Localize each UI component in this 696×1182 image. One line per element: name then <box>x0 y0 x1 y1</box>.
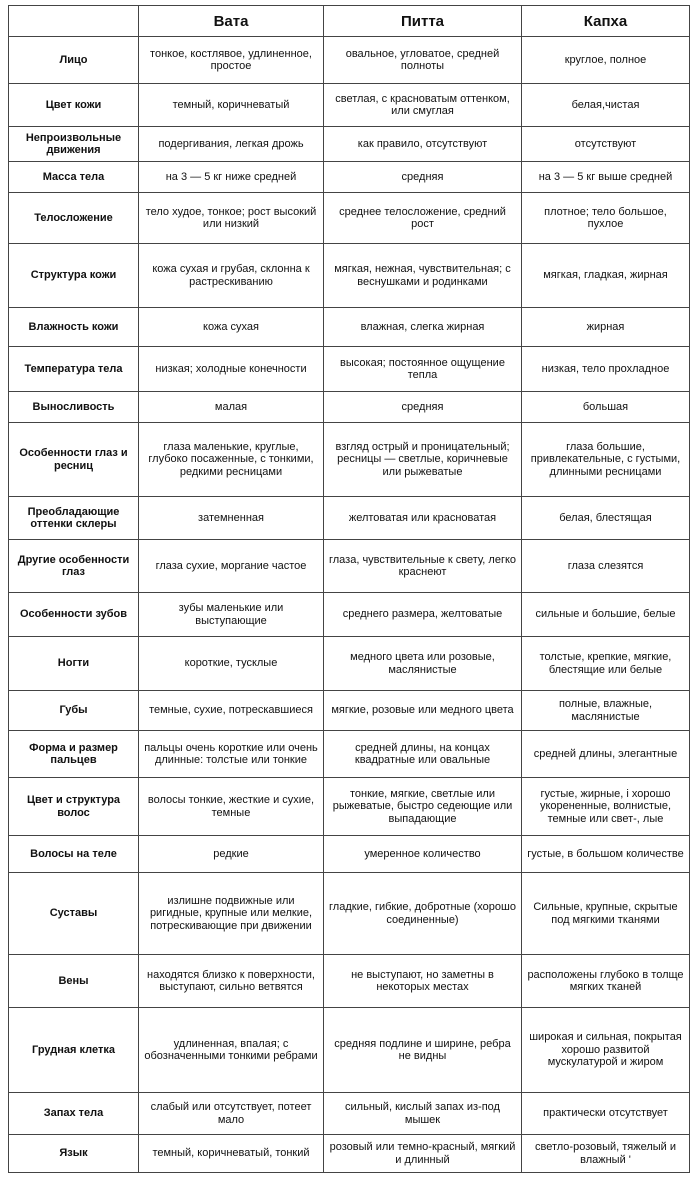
cell-pitta: средняя <box>324 162 522 193</box>
header-row <box>9 6 690 37</box>
cell-kapha: практически отсутствует <box>522 1093 690 1135</box>
cell-pitta: среднее телосложение, средний рост <box>324 193 522 244</box>
header-pitta: Питта <box>324 6 522 37</box>
row-label: Цвет кожи <box>9 84 139 127</box>
cell-kapha: Сильные, крупные, скрытые под мягкими тканями <box>522 873 690 955</box>
cell-pitta: средней длины, на концах квадратные или овальные <box>324 731 522 778</box>
table-row <box>9 873 690 955</box>
row-label: Выносливость <box>9 392 139 423</box>
cell-vata: кожа сухая <box>139 308 324 347</box>
cell-vata: глаза сухие, моргание частое <box>139 540 324 593</box>
header-corner <box>9 6 139 37</box>
table-row <box>9 778 690 836</box>
cell-vata: пальцы очень короткие или очень длинные: толстые или тонкие <box>139 731 324 778</box>
row-label: Ногти <box>9 637 139 691</box>
table-row <box>9 1008 690 1093</box>
row-label: Цвет и структура волос <box>9 778 139 836</box>
table-row <box>9 127 690 162</box>
row-label: Особенности глаз и ресниц <box>9 423 139 497</box>
row-label: Грудная клетка <box>9 1008 139 1093</box>
constitution-table <box>8 5 690 1173</box>
cell-pitta: светлая, с красноватым оттенком, или смуглая <box>324 84 522 127</box>
row-label: Форма и размер пальцев <box>9 731 139 778</box>
row-label: Влажность кожи <box>9 308 139 347</box>
row-label: Другие особенности глаз <box>9 540 139 593</box>
cell-pitta: не выступают, но заметны в некоторых местах <box>324 955 522 1008</box>
cell-vata: удлиненная, впалая; с обозначенными тонкими ребрами <box>139 1008 324 1093</box>
cell-pitta: взгляд острый и проницательный; ресницы — светлые, коричневые или рыжеватые <box>324 423 522 497</box>
row-label: Особенности зубов <box>9 593 139 637</box>
table-row <box>9 731 690 778</box>
table-row <box>9 308 690 347</box>
cell-kapha: густые, в большом количестве <box>522 836 690 873</box>
cell-pitta: как правило, отсутствуют <box>324 127 522 162</box>
cell-kapha: расположены глубоко в толще мягких тканей <box>522 955 690 1008</box>
cell-vata: на 3 — 5 кг ниже средней <box>139 162 324 193</box>
table-row <box>9 84 690 127</box>
cell-vata: темный, коричневатый <box>139 84 324 127</box>
cell-pitta: глаза, чувствительные к свету, легко краснеют <box>324 540 522 593</box>
table-row <box>9 1135 690 1173</box>
cell-vata: слабый или отсутствует, потеет мало <box>139 1093 324 1135</box>
cell-pitta: сильный, кислый запах из-под мышек <box>324 1093 522 1135</box>
cell-kapha: сильные и большие, белые <box>522 593 690 637</box>
table-row <box>9 347 690 392</box>
cell-kapha: полные, влажные, маслянистые <box>522 691 690 731</box>
cell-kapha: белая, блестящая <box>522 497 690 540</box>
row-label: Запах тела <box>9 1093 139 1135</box>
cell-vata: волосы тонкие, жесткие и сухие, темные <box>139 778 324 836</box>
table-row <box>9 37 690 84</box>
row-label: Непроизвольные движения <box>9 127 139 162</box>
cell-kapha: плотное; тело большое, пухлое <box>522 193 690 244</box>
cell-vata: кожа сухая и грубая, склонна к растрескиванию <box>139 244 324 308</box>
cell-kapha: широкая и сильная, покрытая хорошо развитой мускулатурой и жиром <box>522 1008 690 1093</box>
cell-vata: низкая; холодные конечности <box>139 347 324 392</box>
cell-kapha: на 3 — 5 кг выше средней <box>522 162 690 193</box>
table-row <box>9 1093 690 1135</box>
row-label: Телосложение <box>9 193 139 244</box>
cell-kapha: средней длины, элегантные <box>522 731 690 778</box>
row-label: Температура тела <box>9 347 139 392</box>
table-row <box>9 423 690 497</box>
cell-kapha: белая,чистая <box>522 84 690 127</box>
cell-kapha: мягкая, гладкая, жирная <box>522 244 690 308</box>
table-row <box>9 193 690 244</box>
table-row <box>9 637 690 691</box>
table-row <box>9 497 690 540</box>
table-row <box>9 540 690 593</box>
header-kapha: Капха <box>522 6 690 37</box>
row-label: Вены <box>9 955 139 1008</box>
cell-vata: глаза маленькие, круглые, глубоко посаженные, с тонкими, редкими ресницами <box>139 423 324 497</box>
cell-pitta: средняя <box>324 392 522 423</box>
cell-vata: тело худое, тонкое; рост высокий или низкий <box>139 193 324 244</box>
row-label: Структура кожи <box>9 244 139 308</box>
cell-kapha: светло-розовый, тяжелый и влажный ' <box>522 1135 690 1173</box>
cell-pitta: желтоватая или красноватая <box>324 497 522 540</box>
cell-kapha: круглое, полное <box>522 37 690 84</box>
cell-pitta: мягкая, нежная, чувствительная; с веснушками и родинками <box>324 244 522 308</box>
table-row <box>9 392 690 423</box>
cell-kapha: толстые, крепкие, мягкие, блестящие или белые <box>522 637 690 691</box>
cell-pitta: тонкие, мягкие, светлые или рыжеватые, быстро седеющие или выпадающие <box>324 778 522 836</box>
row-label: Масса тела <box>9 162 139 193</box>
cell-kapha: большая <box>522 392 690 423</box>
cell-pitta: среднего размера, желтоватые <box>324 593 522 637</box>
cell-kapha: густые, жирные, i хорошо укорененные, волнистые, темные или свет-, лые <box>522 778 690 836</box>
table-row <box>9 955 690 1008</box>
cell-vata: темные, сухие, потрескавшиеся <box>139 691 324 731</box>
cell-vata: малая <box>139 392 324 423</box>
cell-pitta: высокая; постоянное ощущение тепла <box>324 347 522 392</box>
cell-vata: темный, коричневатый, тонкий <box>139 1135 324 1173</box>
header-vata: Вата <box>139 6 324 37</box>
cell-pitta: умеренное количество <box>324 836 522 873</box>
cell-kapha: низкая, тело прохладное <box>522 347 690 392</box>
cell-vata: тонкое, костлявое, удлиненное, простое <box>139 37 324 84</box>
cell-kapha: глаза большие, привлекательные, с густыми, длинными ресницами <box>522 423 690 497</box>
table-row <box>9 162 690 193</box>
cell-vata: затемненная <box>139 497 324 540</box>
row-label: Губы <box>9 691 139 731</box>
cell-kapha: жирная <box>522 308 690 347</box>
cell-vata: короткие, тусклые <box>139 637 324 691</box>
row-label: Волосы на теле <box>9 836 139 873</box>
cell-pitta: розовый или темно-красный, мягкий и длинный <box>324 1135 522 1173</box>
table-row <box>9 593 690 637</box>
row-label: Суставы <box>9 873 139 955</box>
cell-pitta: средняя подлине и ширине, ребра не видны <box>324 1008 522 1093</box>
row-label: Преобладающие оттенки склеры <box>9 497 139 540</box>
cell-pitta: влажная, слегка жирная <box>324 308 522 347</box>
cell-vata: излишне подвижные или ригидные, крупные или мелкие, потрескивающие при движении <box>139 873 324 955</box>
cell-kapha: отсутствуют <box>522 127 690 162</box>
cell-vata: редкие <box>139 836 324 873</box>
cell-vata: находятся близко к поверхности, выступают, сильно ветвятся <box>139 955 324 1008</box>
row-label: Лицо <box>9 37 139 84</box>
table-row <box>9 836 690 873</box>
cell-vata: зубы маленькие или выступающие <box>139 593 324 637</box>
cell-kapha: глаза слезятся <box>522 540 690 593</box>
table-row <box>9 244 690 308</box>
cell-pitta: медного цвета или розовые, маслянистые <box>324 637 522 691</box>
table-row <box>9 691 690 731</box>
cell-pitta: мягкие, розовые или медного цвета <box>324 691 522 731</box>
row-label: Язык <box>9 1135 139 1173</box>
cell-pitta: гладкие, гибкие, добротные (хорошо соединенные) <box>324 873 522 955</box>
cell-vata: подергивания, легкая дрожь <box>139 127 324 162</box>
cell-pitta: овальное, угловатое, средней полноты <box>324 37 522 84</box>
